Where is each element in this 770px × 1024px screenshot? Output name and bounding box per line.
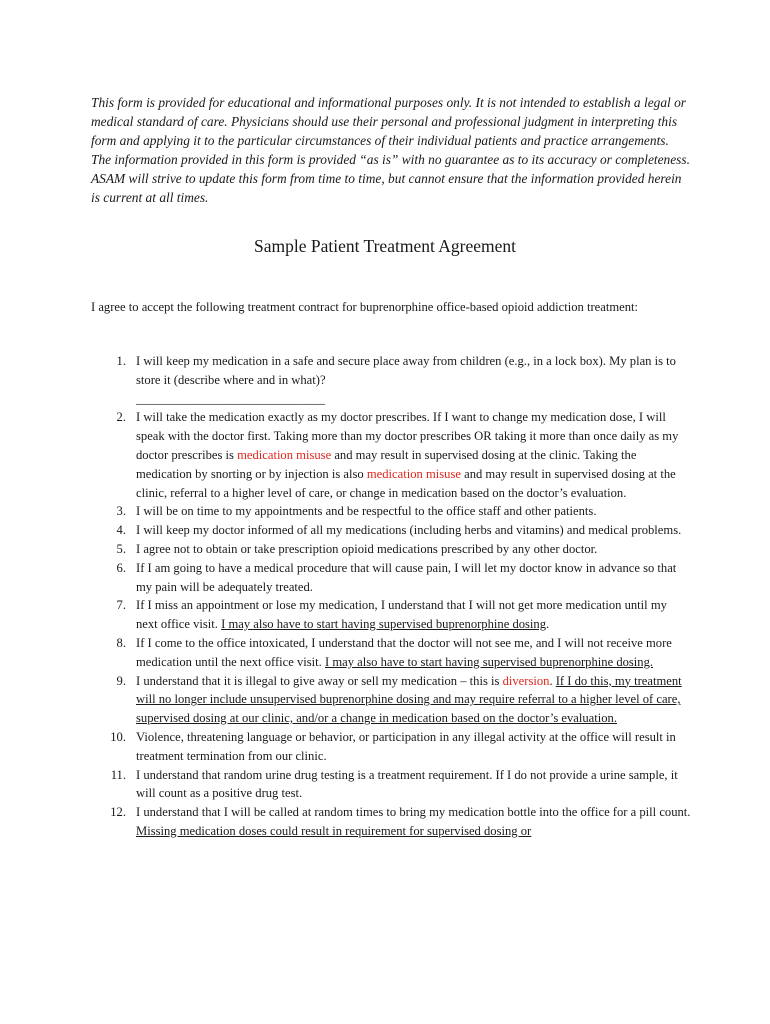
list-item [91, 803, 691, 841]
item-text: If I come to the office intoxicated, I understand that the doctor will not see me, and I will not receive more medication until the next office visit. [136, 635, 672, 669]
list-item [91, 408, 691, 502]
intro-text: I agree to accept the following treatment contract for buprenorphine office-based opioid addiction treatment: [91, 300, 639, 314]
item-number: 3. [116, 504, 126, 519]
item-number: 12. [110, 805, 126, 820]
disclaimer-text: This form is provided for educational and informational purposes only. It is not intended to establish a legal or medical standard of care. Physicians should use their personal and professional judgment in interpreting this form and applying it to the particular circumstances of their individual patients and practice arrangements. The information provided in this form is provided “as is” with no guarantee as to its accuracy or completeness. ASAM will strive to update this form from time to time, but cannot ensure that the information provided herein is current at all times. [91, 95, 690, 205]
item-text: If I am going to have a medical procedure that will cause pain, I will let my doctor know in advance so that my pain will be adequately treated. [136, 560, 677, 594]
item-number: 1. [116, 354, 126, 368]
item-number: 9. [116, 673, 126, 688]
item-text: If I miss an appointment or lose my medication, I understand that I will not get more medication until my next office visit. [136, 598, 667, 632]
list-item [91, 559, 691, 597]
item-text: I understand that I will be called at random times to bring my medication bottle into the office for a pill count. [136, 805, 691, 820]
list-item [91, 672, 691, 728]
highlight-term: medication misuse [366, 466, 461, 481]
list-item [91, 540, 691, 559]
underlined-text: Missing medication doses could result in requirement for supervised dosing or [136, 823, 532, 838]
list-item [91, 521, 691, 540]
underlined-text: I may also have to start having supervised buprenorphine dosing [221, 617, 547, 632]
item-text: I will be on time to my appointments and be respectful to the office staff and other patients. [136, 504, 597, 519]
underlined-text: If I do this, my treatment will no longer include unsupervised buprenorphine dosing and may require referral to a higher level of care, supervised dosing at our clinic, and/or a change in medication based on the doctor’s evaluation. [136, 673, 682, 726]
agreement-list [91, 352, 691, 841]
item-number: 7. [116, 598, 126, 613]
item-text: I understand that random urine drug testing is a treatment requirement. If I do not provide a urine sample, it will count as a positive drug test. [136, 767, 678, 801]
underlined-text: I may also have to start having supervised buprenorphine dosing. [324, 654, 654, 669]
list-item [91, 502, 691, 521]
highlight-term: diversion [502, 673, 550, 688]
item-text: . [546, 617, 550, 632]
item-text: and may result in supervised dosing at the clinic, referral to a higher level of care, or change in medication based on the doctor’s evaluation. [136, 466, 676, 500]
item-number: 6. [116, 560, 126, 575]
list-item [91, 352, 691, 408]
item-number: 8. [116, 635, 126, 650]
item-text: Violence, threatening language or behavior, or participation in any illegal activity at the office will result in treatment termination from our clinic. [136, 729, 676, 763]
item-text: and may result in supervised dosing at the clinic. Taking the medication by snorting or by injection is also [136, 447, 637, 481]
list-item [91, 634, 691, 672]
item-number: 2. [116, 410, 126, 425]
item-text: I understand that it is illegal to give away or sell my medication – this is [136, 673, 503, 688]
item-number: 10. [110, 729, 126, 744]
list-item [91, 766, 691, 804]
list-item [91, 596, 691, 634]
item-number: 5. [116, 541, 126, 556]
item-text: I will keep my medication in a safe and secure place away from children (e.g., in a lock box). My plan is to store it (describe where and in what)? [136, 354, 676, 387]
item-number: 4. [116, 523, 126, 538]
item-text: . [549, 673, 556, 688]
highlight-term: medication misuse [237, 447, 332, 462]
item-text: I will keep my doctor informed of all my medications (including herbs and vitamins) and medical problems. [136, 523, 682, 538]
item-text: I will take the medication exactly as my doctor prescribes. If I want to change my medication dose, I will speak with the doctor first. Taking more than my doctor prescribes OR taking it more than once daily as my doctor prescribes is [136, 410, 679, 462]
list-item [91, 728, 691, 766]
page-title: Sample Patient Treatment Agreement [254, 236, 516, 256]
item-text: I agree not to obtain or take prescription opioid medications prescribed by any other doctor. [136, 541, 598, 556]
storage-plan-blank-line: ______________________________ [136, 391, 325, 406]
item-number: 11. [110, 767, 126, 782]
